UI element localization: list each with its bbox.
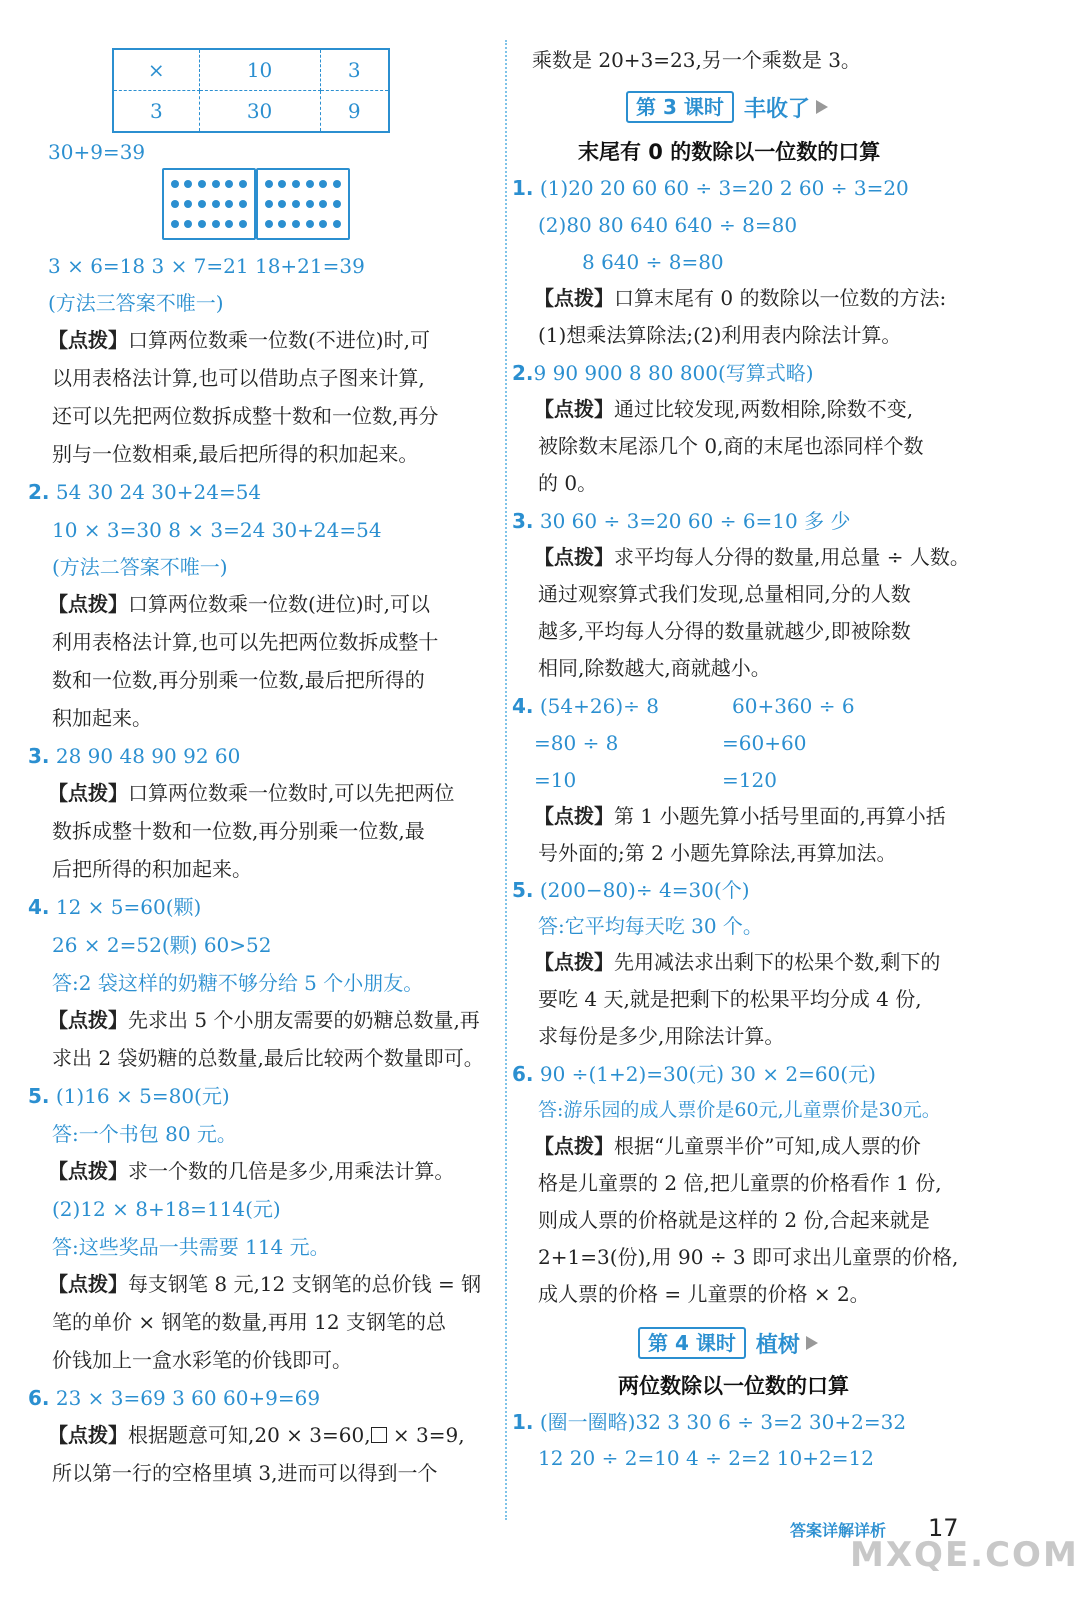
answer-line: 12 20 ÷ 2=10 4 ÷ 2=2 10+2=12	[538, 1446, 874, 1470]
tip-text: 价钱加上一盒水彩笔的价钱即可。	[52, 1348, 352, 1372]
tip-text: 口算两位数乘一位数时,可以先把两位	[128, 781, 455, 805]
tip-label: 【点拨】	[534, 804, 614, 828]
lesson-3-header	[626, 91, 828, 123]
question-number: 6.	[28, 1386, 50, 1410]
answer-line: (2)12 × 8+18=114(元)	[52, 1197, 281, 1221]
tip-text: 求出 2 袋奶糖的总数量,最后比较两个数量即可。	[52, 1046, 484, 1070]
answer-line: 10 × 3=30 8 × 3=24 30+24=54	[52, 518, 382, 542]
blank-box-icon	[371, 1427, 387, 1443]
tip-text: 求一个数的几倍是多少,用乘法计算。	[128, 1159, 455, 1183]
question-number: 3.	[512, 509, 534, 533]
tip-text: 第 1 小题先算小括号里面的,再算小括	[614, 804, 946, 828]
tip-label: 【点拨】	[48, 1272, 128, 1296]
tip-text: 以用表格法计算,也可以借助点子图来计算,	[52, 366, 425, 390]
answer-line: 28 90 48 90 92 60	[55, 744, 241, 768]
tip-text: 则成人票的价格就是这样的 2 份,合起来就是	[538, 1208, 930, 1232]
tip-text: 成人票的价格 = 儿童票的价格 × 2。	[538, 1282, 870, 1306]
tip-text: 要吃 4 天,就是把剩下的松果平均分成 4 份,	[538, 987, 922, 1011]
table-cell: 30	[199, 91, 320, 133]
lesson-title: 植树	[755, 1332, 800, 1358]
answer-line: (200−80)÷ 4=30(个)	[539, 878, 750, 902]
section-heading: 两位数除以一位数的口算	[618, 1374, 849, 1398]
tip-text: 2+1=3(份),用 90 ÷ 3 即可求出儿童票的价格,	[538, 1245, 959, 1269]
question-number: 1.	[512, 176, 534, 200]
question-number: 5.	[28, 1084, 50, 1108]
tip-text: (1)想乘法算除法;(2)利用表内除法计算。	[538, 323, 902, 347]
answer-line: (1)16 × 5=80(元)	[55, 1084, 230, 1108]
answer-line: (2)80 80 640 640 ÷ 8=80	[538, 213, 798, 237]
tip-text: 根据“儿童票半价”可知,成人票的价	[614, 1134, 921, 1158]
tip-text: 数拆成整十数和一位数,再分别乘一位数,最	[52, 819, 425, 843]
tip-text: 数和一位数,再分别乘一位数,最后把所得的	[52, 668, 425, 692]
tip-text: 被除数末尾添几个 0,商的末尾也添同样个数	[538, 434, 924, 458]
answer-line: 8 640 ÷ 8=80	[582, 250, 724, 274]
table-cell: ×	[113, 49, 199, 91]
answer-line: 3 × 6=18 3 × 7=21 18+21=39	[48, 254, 365, 278]
tip-text: 笔的单价 × 钢笔的数量,再用 12 支钢笔的总	[52, 1310, 446, 1334]
arrow-icon	[806, 1336, 818, 1350]
tip-text: 号外面的;第 2 小题先算除法,再算加法。	[538, 841, 897, 865]
tip-text: 求每份是多少,用除法计算。	[538, 1024, 785, 1048]
tip-label: 【点拨】	[534, 950, 614, 974]
table-cell: 3	[113, 91, 199, 133]
continued-text: 乘数是 20+3=23,另一个乘数是 3。	[532, 48, 861, 72]
answer-line: 26 × 2=52(颗) 60>52	[52, 933, 272, 957]
tip-text: 通过观察算式我们发现,总量相同,分的人数	[538, 582, 911, 606]
tip-label: 【点拨】	[534, 545, 614, 569]
table-cell: 10	[199, 49, 320, 91]
lesson-badge: 第 4 课时	[638, 1327, 746, 1359]
arrow-icon	[816, 100, 828, 114]
calc-step: =120	[722, 768, 777, 792]
page-number: 17	[928, 1514, 959, 1542]
answer-line: 30 60 ÷ 3=20 60 ÷ 6=10 多 少	[539, 509, 851, 533]
tip-text: 根据题意可知,20 × 3=60,	[128, 1423, 371, 1447]
tip-text: 别与一位数相乘,最后把所得的积加起来。	[52, 442, 419, 466]
tip-label: 【点拨】	[48, 328, 128, 352]
question-number: 6.	[512, 1062, 534, 1086]
tip-text: 求平均每人分得的数量,用总量 ÷ 人数。	[614, 545, 970, 569]
tip-text: 先求出 5 个小朋友需要的奶糖总数量,再	[128, 1008, 480, 1032]
answer-line: 30+9=39	[48, 140, 146, 164]
calc-step: =80 ÷ 8	[534, 731, 619, 755]
tip-label: 【点拨】	[48, 592, 128, 616]
tip-text: 口算两位数乘一位数(进位)时,可以	[128, 592, 430, 616]
answer-sentence: 答:2 袋这样的奶糖不够分给 5 个小朋友。	[52, 971, 424, 995]
tip-text: 后把所得的积加起来。	[52, 857, 252, 881]
tip-text: 所以第一行的空格里填 3,进而可以得到一个	[52, 1461, 438, 1485]
calc-step: =60+60	[722, 731, 807, 755]
answer-note: (方法二答案不唯一)	[52, 555, 228, 579]
answer-line: (1)20 20 60 60 ÷ 3=20 2 60 ÷ 3=20	[539, 176, 909, 200]
multiplication-table	[112, 48, 390, 133]
footer-label: 答案详解详析	[790, 1521, 887, 1540]
tip-text: × 3=9,	[386, 1423, 465, 1447]
lesson-title: 丰收了	[743, 96, 810, 122]
question-number: 5.	[512, 878, 534, 902]
tip-label: 【点拨】	[48, 1008, 128, 1032]
tip-label: 【点拨】	[48, 1423, 128, 1447]
question-number: 4.	[28, 895, 50, 919]
answer-note: (方法三答案不唯一)	[48, 291, 224, 315]
column-divider	[505, 40, 507, 1520]
answer-line: 12 × 5=60(颗)	[55, 895, 202, 919]
dot-array-right	[256, 168, 350, 240]
tip-text: 利用表格法计算,也可以先把两位数拆成整十	[52, 630, 439, 654]
tip-text: 相同,除数越大,商就越小。	[538, 656, 771, 680]
answer-line: 90 ÷(1+2)=30(元) 30 × 2=60(元)	[539, 1062, 876, 1086]
tip-text: 每支钢笔 8 元,12 支钢笔的总价钱 = 钢	[128, 1272, 482, 1296]
tip-text: 口算末尾有 0 的数除以一位数的方法:	[614, 286, 947, 310]
answer-sentence: 答:一个书包 80 元。	[52, 1122, 237, 1146]
tip-label: 【点拨】	[48, 781, 128, 805]
tip-text: 通过比较发现,两数相除,除数不变,	[614, 397, 914, 421]
question-number: 4.	[512, 694, 534, 718]
answer-sentence: 答:这些奖品一共需要 114 元。	[52, 1235, 330, 1259]
question-number: 2.	[28, 480, 50, 504]
table-cell: 9	[347, 99, 361, 123]
calc-step: (54+26)÷ 8	[539, 694, 659, 718]
answer-line: (圈一圈略)32 3 30 6 ÷ 3=2 30+2=32	[539, 1410, 907, 1434]
question-number: 3.	[28, 744, 50, 768]
tip-text: 口算两位数乘一位数(不进位)时,可	[128, 328, 430, 352]
answer-line: 9 90 900 8 80 800(写算式略)	[533, 361, 814, 385]
answer-sentence: 答:游乐园的成人票价是60元,儿童票价是30元。	[538, 1099, 941, 1121]
table-cell: 3	[320, 49, 389, 91]
answer-line: 23 × 3=69 3 60 60+9=69	[55, 1386, 321, 1410]
tip-label: 【点拨】	[48, 1159, 128, 1183]
tip-text: 积加起来。	[52, 706, 152, 730]
question-number: 1.	[512, 1410, 534, 1434]
tip-text: 格是儿童票的 2 倍,把儿童票的价格看作 1 份,	[538, 1171, 942, 1195]
tip-text: 先用减法求出剩下的松果个数,剩下的	[614, 950, 941, 974]
dot-array-left	[162, 168, 256, 240]
tip-label: 【点拨】	[534, 1134, 614, 1158]
tip-label: 【点拨】	[534, 286, 614, 310]
tip-text: 的 0。	[538, 471, 598, 495]
calc-step: 60+360 ÷ 6	[732, 694, 855, 718]
calc-step: =10	[534, 768, 577, 792]
section-heading: 末尾有 0 的数除以一位数的口算	[578, 140, 881, 164]
question-number: 2.	[512, 361, 534, 385]
tip-text: 越多,平均每人分得的数量就越少,即被除数	[538, 619, 911, 643]
lesson-4-header	[638, 1327, 818, 1359]
watermark: MXQE.COM	[850, 1535, 1079, 1575]
answer-line: 54 30 24 30+24=54	[55, 480, 262, 504]
tip-label: 【点拨】	[534, 397, 614, 421]
tip-text: 还可以先把两位数拆成整十数和一位数,再分	[52, 404, 439, 428]
answer-sentence: 答:它平均每天吃 30 个。	[538, 914, 763, 938]
lesson-badge: 第 3 课时	[626, 91, 734, 123]
